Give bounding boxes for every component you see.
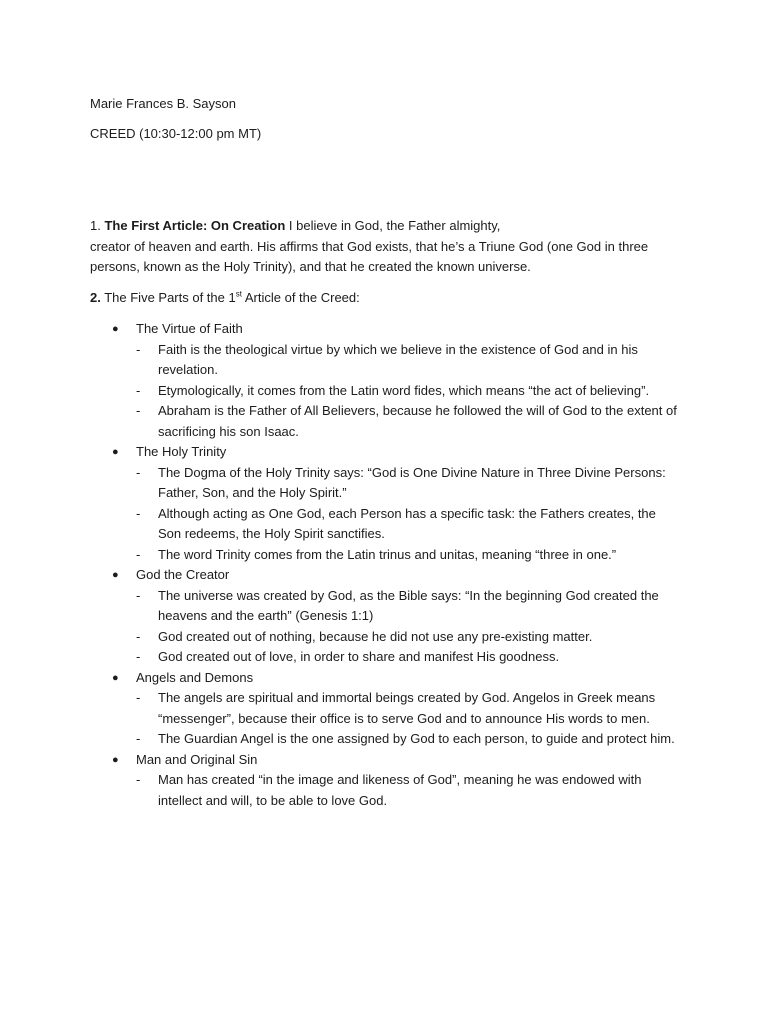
dash-marker: - [136,403,141,418]
dash-marker: - [136,341,141,357]
item-2-number: 2. [90,290,101,305]
topic-item [112,565,682,586]
sub-point [112,688,682,729]
sub-point [112,401,682,442]
topic-title: Man and Original Sin [136,751,258,767]
item-1-number: 1. [90,218,101,233]
topic-item [112,319,682,340]
sub-point-text: The universe was created by God, as the Bible says: “In the beginning God created the heavens and the earth” (Genesis 1:1) [158,587,659,623]
dash-marker: - [136,772,141,787]
sub-point-text: Although acting as One God, each Person has a specific task: the Fathers creates, the Son redeems, the Holy Spirit sanctifies. [158,505,656,541]
item-2-text-post: Article of the Creed: [241,290,360,305]
topic-title: The Holy Trinity [136,444,227,459]
topic-item [112,750,682,771]
dash-marker: - [136,731,141,746]
sub-point-text: The Guardian Angel is the one assigned by God to each person, to guide and protect him. [158,731,675,746]
sub-point [112,586,682,627]
dash-marker: - [136,649,141,664]
topic-title: God the Creator [136,567,230,582]
sub-point [112,627,682,648]
bullet-icon: ● [112,569,119,581]
dash-marker: - [136,382,141,398]
sub-point-text: Man has created “in the image and likeness of God”, meaning he was endowed with intellect and will, to be able to love God. [158,772,642,808]
dash-marker: - [136,505,141,521]
sub-point [112,729,682,750]
bullet-icon: ● [112,323,119,335]
topic-item [112,668,682,689]
item-2-text-pre: The Five Parts of the 1 [100,290,236,305]
dash-marker: - [136,628,141,644]
dash-marker: - [136,690,141,705]
item-1-heading: The First Article: On Creation [104,218,286,233]
item-2-paragraph [90,288,650,309]
dash-marker: - [136,464,141,480]
topic-title: Angels and Demons [136,669,254,685]
sub-point [112,340,682,381]
sub-point-text: The word Trinity comes from the Latin trinus and unitas, meaning “three in one.” [158,546,617,562]
item-1-text-b: creator of heaven and earth. His affirms that God exists, that he’s a Triune God (one God in three persons, known as the Holy Trinity), and that he created the known universe. [90,238,649,274]
bullet-icon: ● [112,446,119,458]
sub-point [112,463,682,504]
dash-marker: - [136,546,141,562]
sub-point-text: Abraham is the Father of All Believers, because he followed the will of God to the extent of sacrificing his son Isaac. [158,403,677,439]
bullet-icon: ● [112,671,119,684]
course-title: CREED (10:30-12:00 pm MT) [90,126,262,141]
topic-title: The Virtue of Faith [136,321,243,336]
sub-point-text: The angels are spiritual and immortal beings created by God. Angelos in Greek means “messenger”, because their office is to serve God and to announce His words to men. [158,690,656,726]
item-2-superscript: st [235,289,242,299]
dash-marker: - [136,587,141,603]
topic-item [112,442,682,463]
author-name: Marie Frances B. Sayson [90,96,236,111]
sub-point [112,504,682,545]
sub-point-text: God created out of love, in order to share and manifest His goodness. [158,649,560,664]
bullet-icon: ● [112,753,119,766]
topic-list [112,319,682,811]
sub-point-text: The Dogma of the Holy Trinity says: “God is One Divine Nature in Three Divine Persons: Father, Son, and the Holy Spirit.” [158,464,666,500]
sub-point-text: Faith is the theological virtue by which we believe in the existence of God and in his revelation. [158,341,638,377]
item-1-text-a: I believe in God, the Father almighty, [285,218,501,233]
sub-point [112,381,682,402]
sub-point [112,647,682,668]
sub-point-text: God created out of nothing, because he did not use any pre-existing matter. [158,628,593,644]
sub-point-text: Etymologically, it comes from the Latin word fides, which means “the act of believing”. [158,382,650,398]
sub-point [112,545,682,566]
sub-point [112,770,682,811]
item-1-paragraph [90,216,650,278]
